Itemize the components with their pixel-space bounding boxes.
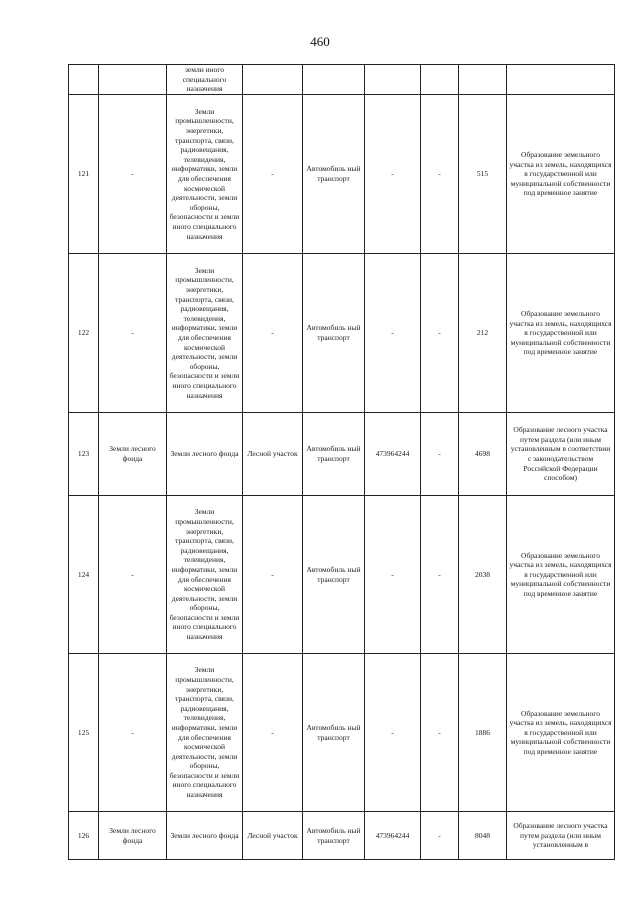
cell-col7: -: [421, 254, 459, 413]
cell-land-kind: Лесной участок: [243, 812, 303, 860]
table-row: [69, 496, 615, 654]
cell-num: 122: [69, 254, 99, 413]
cell-note: Образование земельного участка из земель, находящихся в государственной или муниципальной собственности под временное занятие: [507, 254, 615, 413]
land-plots-table: [68, 64, 615, 860]
cell-purpose: Автомобиль ный транспорт: [303, 654, 365, 812]
cell-cadastral: 473964244: [365, 413, 421, 496]
cell-num: 126: [69, 812, 99, 860]
cell-purpose: [303, 65, 365, 95]
cell-col7: [421, 65, 459, 95]
cell-land-type: Земли промышленности, энергетики, транспорта, связи, радиовещания, телевидения, информатики, земли для обеспечения космической деятельности, земли обороны, безопасности и земли иного специального назначения: [167, 254, 243, 413]
cell-note: Образование лесного участка путем раздела (или иным установленным в соответствии с законодательством Российской Федерации способом): [507, 413, 615, 496]
cell-purpose: Автомобиль ный транспорт: [303, 496, 365, 654]
cell-purpose: Автомобиль ный транспорт: [303, 95, 365, 254]
cell-land-type: Земли лесного фонда: [167, 413, 243, 496]
cell-category: Земли лесного фонда: [99, 812, 167, 860]
cell-category: [99, 65, 167, 95]
cell-area: 2038: [459, 496, 507, 654]
table-row: [69, 413, 615, 496]
cell-note: [507, 65, 615, 95]
cell-purpose: Автомобиль ный транспорт: [303, 413, 365, 496]
cell-category: -: [99, 254, 167, 413]
cell-cadastral: -: [365, 654, 421, 812]
cell-land-kind: -: [243, 95, 303, 254]
cell-note: Образование земельного участка из земель, находящихся в государственной или муниципальной собственности под временное занятие: [507, 654, 615, 812]
cell-purpose: Автомобиль ный транспорт: [303, 254, 365, 413]
cell-num: 125: [69, 654, 99, 812]
table-row: [69, 95, 615, 254]
cell-land-type: Земли промышленности, энергетики, транспорта, связи, радиовещания, телевидения, информатики, земли для обеспечения космической деятельности, земли обороны, безопасности и земли иного специального назначения: [167, 95, 243, 254]
cell-land-type: Земли лесного фонда: [167, 812, 243, 860]
cell-land-kind: -: [243, 496, 303, 654]
cell-note: Образование земельного участка из земель, находящихся в государственной или муниципальной собственности под временное занятие: [507, 95, 615, 254]
table-row: [69, 654, 615, 812]
cell-area: 1886: [459, 654, 507, 812]
cell-category: -: [99, 654, 167, 812]
cell-land-type: Земли промышленности, энергетики, транспорта, связи, радиовещания, телевидения, информатики, земли для обеспечения космической деятельности, земли обороны, безопасности и земли иного специального назначения: [167, 654, 243, 812]
cell-col7: -: [421, 413, 459, 496]
cell-col7: -: [421, 496, 459, 654]
cell-col7: -: [421, 812, 459, 860]
cell-land-type: Земли промышленности, энергетики, транспорта, связи, радиовещания, телевидения, информатики, земли для обеспечения космической деятельности, земли обороны, безопасности и земли иного специального назначения: [167, 496, 243, 654]
cell-category: -: [99, 95, 167, 254]
cell-num: [69, 65, 99, 95]
page-number: 460: [310, 34, 330, 49]
cell-area: 212: [459, 254, 507, 413]
cell-cadastral: -: [365, 95, 421, 254]
cell-col7: -: [421, 654, 459, 812]
cell-land-kind: -: [243, 654, 303, 812]
cell-land-kind: -: [243, 254, 303, 413]
cell-cadastral: [365, 65, 421, 95]
cell-col7: -: [421, 95, 459, 254]
cell-area: 4698: [459, 413, 507, 496]
table-row-continued: [69, 65, 615, 95]
cell-num: 121: [69, 95, 99, 254]
cell-category: Земли лесного фонда: [99, 413, 167, 496]
cell-num: 124: [69, 496, 99, 654]
cell-note: Образование лесного участка путем раздела (или иным установленным в: [507, 812, 615, 860]
table-row: [69, 812, 615, 860]
cell-cadastral: -: [365, 496, 421, 654]
cell-land-kind: Лесной участок: [243, 413, 303, 496]
cell-category: -: [99, 496, 167, 654]
cell-cadastral: -: [365, 254, 421, 413]
cell-note: Образование земельного участка из земель, находящихся в государственной или муниципальной собственности под временное занятие: [507, 496, 615, 654]
cell-purpose: Автомобиль ный транспорт: [303, 812, 365, 860]
cell-area: 515: [459, 95, 507, 254]
cell-land-type: земли иного специального назначения: [167, 65, 243, 95]
cell-land-kind: [243, 65, 303, 95]
table-row: [69, 254, 615, 413]
cell-area: [459, 65, 507, 95]
cell-cadastral: 473964244: [365, 812, 421, 860]
cell-area: 8048: [459, 812, 507, 860]
cell-num: 123: [69, 413, 99, 496]
